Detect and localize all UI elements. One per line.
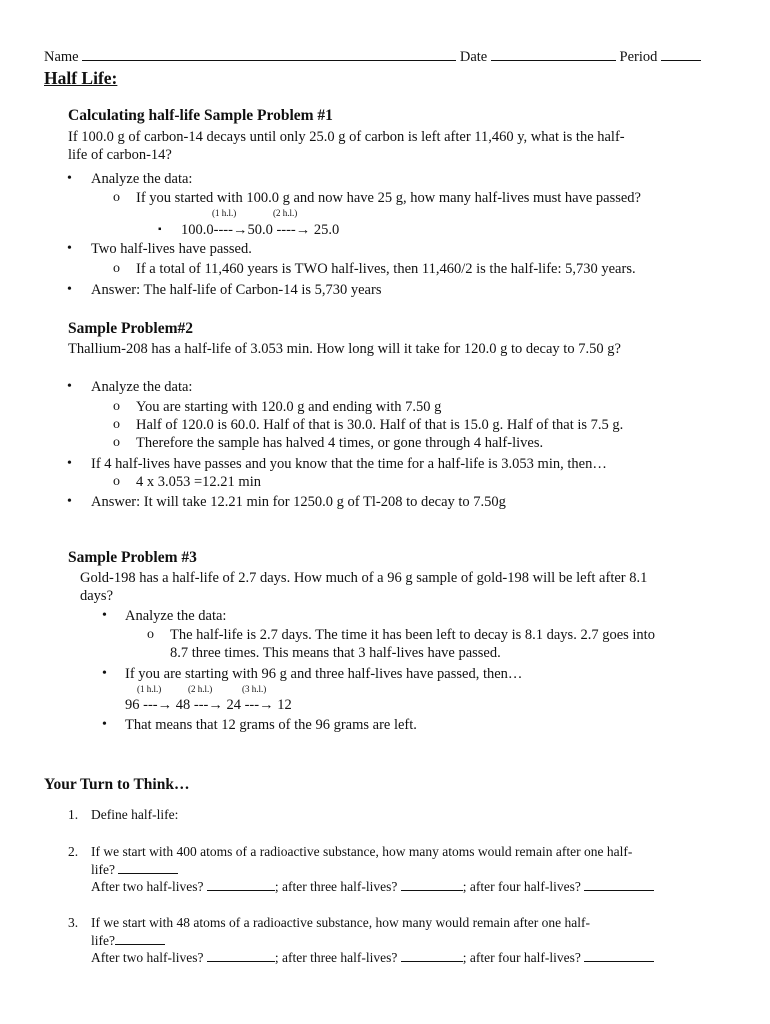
sub-marker: o bbox=[113, 190, 120, 205]
problem1-prompt-line2: life of carbon-14? bbox=[68, 147, 172, 163]
q3-number: 3. bbox=[68, 915, 79, 930]
q3-blank-one[interactable] bbox=[115, 931, 165, 945]
problem3-hl3: (3 h.l.) bbox=[242, 684, 267, 694]
q1-text: Define half-life: bbox=[91, 807, 179, 822]
q2-blank-one[interactable] bbox=[118, 860, 178, 874]
problem3-bullet3: That means that 12 grams of the 96 grams are left. bbox=[125, 717, 417, 733]
problem1-bullet3: Answer: The half-life of Carbon-14 is 5,730 years bbox=[91, 282, 382, 298]
name-field-row bbox=[44, 47, 701, 66]
your-turn-heading: Your Turn to Think… bbox=[44, 776, 190, 793]
q2-line1: If we start with 400 atoms of a radioactive substance, how many atoms would remain after one half- bbox=[91, 844, 633, 859]
problem1-prompt-line1: If 100.0 g of carbon-14 decays until only 25.0 g of carbon is left after 11,460 y, what is the half- bbox=[68, 129, 625, 145]
date-label: Date bbox=[459, 49, 488, 65]
problem3-prompt-line1: Gold-198 has a half-life of 2.7 days. How much of a 96 g sample of gold-198 will be left after 8.1 bbox=[80, 570, 648, 586]
problem2-bullet1b: Half of 120.0 is 60.0. Half of that is 30.0. Half of that is 15.0 g. Half of that is 7.5 g. bbox=[136, 417, 624, 433]
q3-line2-text: life? bbox=[91, 933, 115, 948]
bullet-marker: • bbox=[67, 171, 72, 186]
period-blank[interactable] bbox=[661, 47, 701, 61]
q2-line3-a: After two half-lives? bbox=[91, 879, 204, 894]
q3-line3 bbox=[91, 948, 654, 967]
problem1-bullet2: Two half-lives have passed. bbox=[91, 241, 252, 257]
problem2-bullet1a: You are starting with 120.0 g and ending with 7.50 g bbox=[136, 399, 442, 415]
sub-marker: o bbox=[113, 417, 120, 432]
name-blank[interactable] bbox=[82, 47, 456, 61]
bullet-marker: • bbox=[67, 379, 72, 394]
problem1-hl1: (1 h.l.) bbox=[212, 208, 237, 218]
page-title: Half Life: bbox=[44, 68, 118, 88]
q2-blank-three[interactable] bbox=[401, 877, 463, 891]
q3-line3-c: ; after four half-lives? bbox=[462, 950, 581, 965]
problem2-bullet3: Answer: It will take 12.21 min for 1250.0 g of Tl-208 to decay to 7.50g bbox=[91, 494, 506, 510]
q2-line3-b: ; after three half-lives? bbox=[274, 879, 398, 894]
problem3-bullet2: If you are starting with 96 g and three half-lives have passed, then… bbox=[125, 666, 523, 682]
problem2-heading: Sample Problem#2 bbox=[68, 320, 193, 337]
sub-marker: o bbox=[113, 435, 120, 450]
q3-blank-two[interactable] bbox=[207, 948, 275, 962]
problem3-bullet1a-line1: The half-life is 2.7 days. The time it has been left to decay is 8.1 days. 2.7 goes into bbox=[170, 627, 655, 643]
bullet-marker: • bbox=[102, 666, 107, 681]
q3-line1: If we start with 48 atoms of a radioactive substance, how many would remain after one half- bbox=[91, 915, 590, 930]
q1-number: 1. bbox=[68, 807, 79, 822]
problem1-bullet1: Analyze the data: bbox=[91, 171, 193, 187]
q2-blank-four[interactable] bbox=[584, 877, 654, 891]
sub-marker: o bbox=[113, 261, 120, 276]
problem2-prompt: Thallium-208 has a half-life of 3.053 min. How long will it take for 120.0 g to decay to 7.50 g? bbox=[68, 341, 621, 357]
square-marker: ▪ bbox=[158, 224, 162, 235]
bullet-marker: • bbox=[102, 608, 107, 623]
q2-line3 bbox=[91, 877, 654, 896]
bullet-marker: • bbox=[67, 494, 72, 509]
q2-line2-text: life? bbox=[91, 862, 115, 877]
date-blank[interactable] bbox=[491, 47, 616, 61]
name-label: Name bbox=[44, 49, 79, 65]
q2-blank-two[interactable] bbox=[207, 877, 275, 891]
q3-line3-b: ; after three half-lives? bbox=[274, 950, 398, 965]
q3-blank-three[interactable] bbox=[401, 948, 463, 962]
sub-marker: o bbox=[113, 399, 120, 414]
q2-line3-c: ; after four half-lives? bbox=[462, 879, 581, 894]
bullet-marker: • bbox=[67, 241, 72, 256]
problem1-heading: Calculating half-life Sample Problem #1 bbox=[68, 107, 333, 124]
sub-marker: o bbox=[147, 627, 154, 642]
problem2-bullet2a: 4 x 3.053 =12.21 min bbox=[136, 474, 261, 490]
bullet-marker: • bbox=[67, 282, 72, 297]
problem3-chain: 96 ---→ 48 ---→ 24 ---→ 12 bbox=[125, 697, 292, 713]
q3-blank-four[interactable] bbox=[584, 948, 654, 962]
problem3-heading: Sample Problem #3 bbox=[68, 549, 197, 566]
problem3-bullet1a-line2: 8.7 three times. This means that 3 half-lives have passed. bbox=[170, 645, 501, 661]
problem1-hl2: (2 h.l.) bbox=[273, 208, 298, 218]
problem3-hl1: (1 h.l.) bbox=[137, 684, 162, 694]
problem1-bullet2a: If a total of 11,460 years is TWO half-lives, then 11,460/2 is the half-life: 5,730 years. bbox=[136, 261, 636, 277]
problem3-prompt-line2: days? bbox=[80, 588, 114, 604]
bullet-marker: • bbox=[102, 717, 107, 732]
problem3-hl2: (2 h.l.) bbox=[188, 684, 213, 694]
period-label: Period bbox=[619, 49, 658, 65]
q3-line3-a: After two half-lives? bbox=[91, 950, 204, 965]
problem3-bullet1: Analyze the data: bbox=[125, 608, 227, 624]
problem2-bullet2: If 4 half-lives have passes and you know that the time for a half-life is 3.053 min, then… bbox=[91, 456, 607, 472]
bullet-marker: • bbox=[67, 456, 72, 471]
problem2-bullet1c: Therefore the sample has halved 4 times, or gone through 4 half-lives. bbox=[136, 435, 544, 451]
problem1-chain: 100.0----→50.0 ----→ 25.0 bbox=[181, 222, 340, 238]
problem1-bullet1a: If you started with 100.0 g and now have 25 g, how many half-lives must have passed? bbox=[136, 190, 641, 206]
problem2-bullet1: Analyze the data: bbox=[91, 379, 193, 395]
q2-number: 2. bbox=[68, 844, 79, 859]
sub-marker: o bbox=[113, 474, 120, 489]
